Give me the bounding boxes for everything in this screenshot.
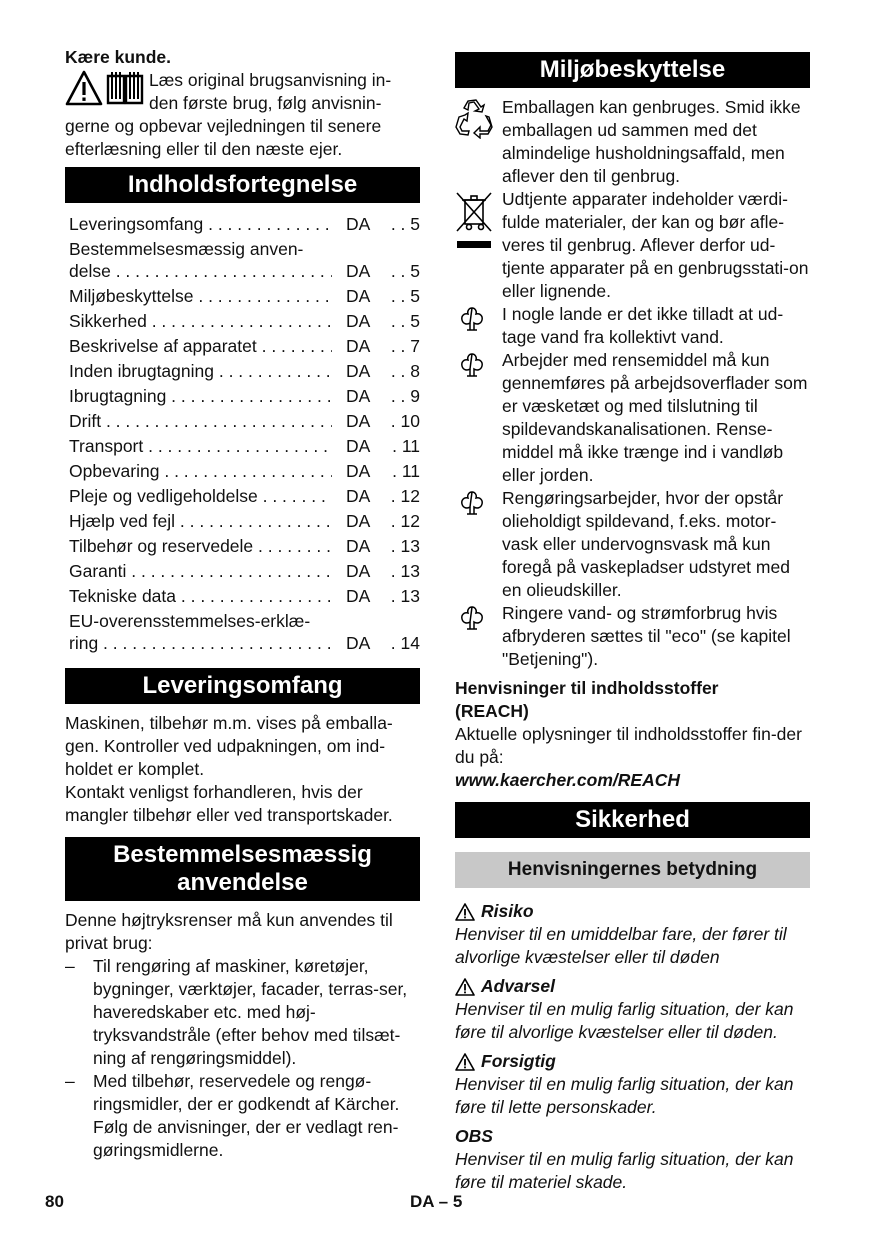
intended-heading-line-1: Bestemmelsesmæssig	[113, 841, 372, 868]
intro-block	[65, 69, 420, 161]
warning-triangle-icon	[65, 70, 103, 106]
toc-lang: DA	[346, 386, 371, 406]
safety-heading: Sikkerhed	[455, 802, 810, 838]
left-column	[65, 46, 420, 1162]
list-dash: –	[65, 1071, 75, 1091]
toc-page: . . 5	[390, 286, 420, 306]
greeting: Kære kunde.	[65, 47, 171, 67]
env-item	[455, 96, 810, 188]
toc-page: . 11	[392, 461, 420, 481]
toc-lang: DA	[346, 361, 371, 381]
environment-tree-icon	[459, 605, 485, 637]
warning-triangle-icon	[455, 1053, 475, 1071]
toc-lang: DA	[346, 536, 371, 556]
toc-title	[69, 213, 332, 235]
toc-page: . . 5	[390, 261, 420, 281]
toc-title	[69, 335, 332, 357]
toc-page: . 11	[392, 436, 420, 456]
toc-lang: DA	[346, 214, 371, 234]
toc-title-text: Transport . . .	[69, 436, 332, 456]
toc-lang: DA	[346, 511, 371, 531]
toc-page: . 13	[390, 536, 420, 556]
toc-title-text: Inden ibrugtagning . . .	[69, 361, 332, 381]
env-item-text: Arbejder med rensemiddel må kun gennemføres på arbejdsoverflader som er væsketæt og med tilslutning til spildevandskanalisationen. Rense-middel må ikke trænge ind i vandløb eller jorden.	[502, 350, 808, 485]
table-of-contents	[65, 213, 420, 654]
signal-word-text: Henviser til en umiddelbar fare, der fører til alvorlige kvæstelser eller til døden	[455, 924, 787, 967]
signal-word-label: Risiko	[481, 901, 534, 921]
toc-page: . 13	[390, 561, 420, 581]
right-column	[455, 46, 810, 1194]
section-page: DA – 5	[410, 1192, 463, 1211]
toc-page: . 12	[390, 486, 420, 506]
env-item-text: Emballagen kan genbruges. Smid ikke emballagen ud sammen med det almindelige husholdningsaffald, men aflever den til genbrug.	[502, 97, 801, 186]
toc-row[interactable]	[65, 213, 420, 235]
toc-title	[69, 560, 332, 582]
delivery-text-2: Kontakt venligst forhandleren, hvis der mangler tilbehør eller ved transportskader.	[65, 782, 393, 825]
intro-text-b: den første brug, følg anvisnin-	[149, 93, 382, 113]
toc-row[interactable]	[65, 435, 420, 457]
toc-title	[69, 510, 332, 532]
warning-triangle-icon	[455, 903, 475, 921]
list-item	[65, 1070, 420, 1162]
intended-intro: Denne højtryksrenser må kun anvendes til privat brug:	[65, 910, 393, 953]
toc-row[interactable]	[65, 485, 420, 507]
toc-title-text: Miljøbeskyttelse . . .	[69, 286, 332, 306]
toc-page: . 12	[390, 511, 420, 531]
signal-word-text: Henviser til en mulig farlig situation, der kan føre til materiel skade.	[455, 1149, 794, 1192]
toc-page: . . 5	[390, 214, 420, 234]
environment-tree-icon	[459, 352, 485, 384]
toc-lang: DA	[346, 336, 371, 356]
signal-word-label: OBS	[455, 1126, 493, 1146]
toc-lang: DA	[346, 436, 371, 456]
reach-heading-1: Henvisninger til indholdsstoffer	[455, 678, 719, 698]
signal-list	[455, 900, 810, 1194]
toc-title-text: Beskrivelse af apparatet . . .	[69, 336, 332, 356]
toc-row[interactable]	[65, 560, 420, 582]
toc-lang: DA	[346, 561, 371, 581]
list-item-text: Med tilbehør, reservedele og rengø-ringsmidler, der er godkendt af Kärcher. Følg de anvisninger, der er vedlagt ren-gøringsmidlerne.	[93, 1071, 400, 1160]
intro-text-a: Læs original brugsanvisning in-	[149, 70, 392, 90]
toc-title	[69, 385, 332, 407]
warning-triangle-icon	[455, 978, 475, 996]
signal-word-heading	[455, 975, 810, 998]
intro-icons	[65, 70, 145, 106]
list-item	[65, 955, 420, 1070]
toc-title-text: Pleje og vedligeholdelse . . .	[69, 486, 332, 506]
env-item-text: Rengøringsarbejder, hvor der opstår olieholdigt spildevand, f.eks. motor-vask eller undervognsvask må kun foregå på vaskepladser udstyret med en olieudskiller.	[502, 488, 790, 600]
toc-title-text: Opbevaring . . .	[69, 461, 332, 481]
page-number: 80	[45, 1192, 64, 1211]
toc-title-text: delse . . .	[69, 261, 332, 281]
toc-row[interactable]	[65, 510, 420, 532]
toc-title-text: Garanti . . .	[69, 561, 332, 581]
intended-use-heading	[65, 837, 420, 901]
reach-text: Aktuelle oplysninger til indholdsstoffer fin-der du på:	[455, 724, 802, 767]
env-item	[455, 602, 810, 671]
toc-title-text: Sikkerhed . . .	[69, 311, 332, 331]
toc-row[interactable]	[65, 385, 420, 407]
toc-title	[69, 610, 332, 654]
env-item	[455, 487, 810, 602]
toc-title-text: Tekniske data . . .	[69, 586, 332, 606]
delivery-heading: Leveringsomfang	[65, 668, 420, 704]
delivery-text-1: Maskinen, tilbehør m.m. vises på emballa-gen. Kontroller ved udpakningen, om ind-holdet er komplet.	[65, 713, 393, 779]
toc-page: . 10	[390, 411, 420, 431]
environment-tree-icon	[459, 306, 485, 338]
env-item	[455, 349, 810, 487]
toc-title	[69, 238, 332, 282]
recycling-icon	[455, 99, 493, 145]
toc-lang: DA	[346, 261, 371, 281]
toc-title-text: Leveringsomfang . . .	[69, 214, 332, 234]
toc-row[interactable]	[65, 585, 420, 607]
toc-title-lead: Bestemmelsesmæssig anven-	[69, 239, 304, 259]
toc-row[interactable]	[65, 238, 420, 282]
toc-lang: DA	[346, 311, 371, 331]
toc-row[interactable]	[65, 310, 420, 332]
toc-title	[69, 435, 332, 457]
toc-lang: DA	[346, 411, 371, 431]
toc-title	[69, 360, 332, 382]
env-item-text: Udtjente apparater indeholder værdi-fulde materialer, der kan og bør afle-veres til genbrug. Aflever derfor ud-tjente apparater på en genbrugsstati-on eller lignende.	[502, 189, 809, 301]
intro-text-c: gerne og opbevar vejledningen til senere	[65, 116, 382, 136]
signal-word-heading	[455, 1050, 810, 1073]
toc-lang: DA	[346, 286, 371, 306]
list-item-text: Til rengøring af maskiner, køretøjer, bygninger, værktøjer, facader, terras-ser, haveredskaber etc. med høj-tryksvandstråle (efter behov med tilsæt-ning af rengøringsmiddel).	[93, 956, 408, 1068]
toc-lang: DA	[346, 461, 371, 481]
signal-word-heading	[455, 1125, 810, 1148]
toc-row[interactable]	[65, 285, 420, 307]
reach-link[interactable]: www.kaercher.com/REACH	[455, 770, 680, 790]
intended-list	[65, 955, 420, 1162]
toc-title	[69, 285, 332, 307]
signal-word-heading	[455, 900, 810, 923]
toc-title	[69, 585, 332, 607]
toc-page: . 14	[390, 633, 420, 653]
toc-page: . . 5	[390, 311, 420, 331]
toc-title	[69, 460, 332, 482]
toc-lang: DA	[346, 633, 371, 653]
signal-word-text: Henviser til en mulig farlig situation, der kan føre til lette personskader.	[455, 1074, 794, 1117]
env-item-text: Ringere vand- og strømforbrug hvis afbryderen sættes til "eco" (se kapitel "Betjening").	[502, 603, 791, 669]
signal-heading: Henvisningernes betydning	[455, 852, 810, 888]
toc-title	[69, 310, 332, 332]
toc-row[interactable]	[65, 460, 420, 482]
crossed-bin-icon	[455, 191, 495, 255]
toc-lang: DA	[346, 586, 371, 606]
env-list	[455, 96, 810, 671]
toc-row[interactable]	[65, 335, 420, 357]
toc-title-text: ring . . .	[69, 633, 332, 653]
list-dash: –	[65, 956, 75, 976]
manual-book-icon	[105, 70, 145, 106]
signal-word-text: Henviser til en mulig farlig situation, der kan føre til alvorlige kvæstelser eller til døden.	[455, 999, 794, 1042]
toc-title-lead: EU-overensstemmelses-erklæ-	[69, 611, 311, 631]
toc-lang: DA	[346, 486, 371, 506]
toc-page: . . 8	[390, 361, 420, 381]
env-item-text: I nogle lande er det ikke tilladt at ud-tage vand fra kollektivt vand.	[502, 304, 784, 347]
signal-word-label: Advarsel	[481, 976, 555, 996]
signal-word-label: Forsigtig	[481, 1051, 556, 1071]
toc-page: . . 7	[390, 336, 420, 356]
environment-tree-icon	[459, 490, 485, 522]
toc-row[interactable]	[65, 360, 420, 382]
intro-text-d: efterlæsning eller til den næste ejer.	[65, 139, 343, 159]
env-heading: Miljøbeskyttelse	[455, 52, 810, 88]
toc-title-text: Ibrugtagning . . .	[69, 386, 332, 406]
toc-title-text: Hjælp ved fejl . . .	[69, 511, 332, 531]
toc-page: . . 9	[390, 386, 420, 406]
toc-heading: Indholdsfortegnelse	[65, 167, 420, 203]
env-item	[455, 303, 810, 349]
toc-title	[69, 485, 332, 507]
intended-heading-line-2: anvendelse	[177, 869, 308, 896]
toc-row[interactable]	[65, 410, 420, 432]
toc-title	[69, 535, 332, 557]
toc-title-text: Tilbehør og reservedele . . .	[69, 536, 332, 556]
env-item	[455, 188, 810, 303]
toc-page: . 13	[390, 586, 420, 606]
toc-title-text: Drift . . .	[69, 411, 332, 431]
toc-row[interactable]	[65, 535, 420, 557]
reach-heading-2: (REACH)	[455, 701, 529, 721]
toc-row[interactable]	[65, 610, 420, 654]
toc-title	[69, 410, 332, 432]
